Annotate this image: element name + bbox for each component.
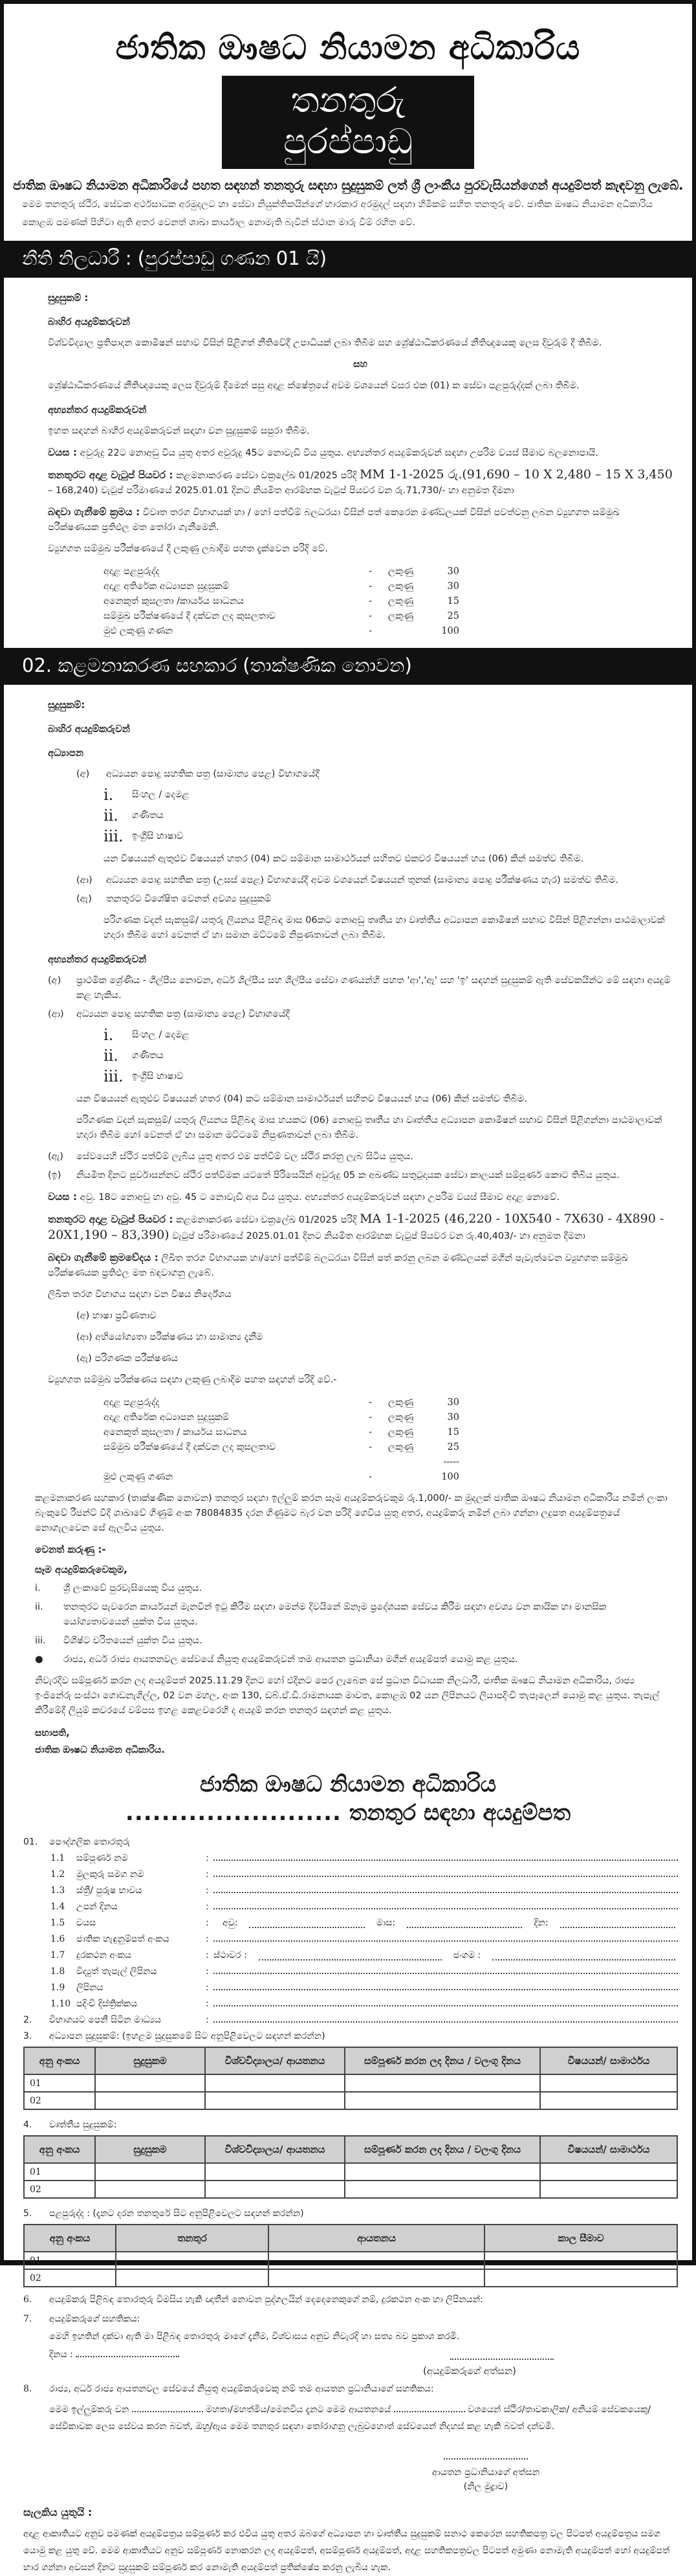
table-row: 02 (24, 2181, 677, 2198)
other-list (35, 1581, 673, 1667)
application-form (4, 1826, 692, 2576)
signoff: සභාපති, ජාතික ඖෂධ නියාමන අධිකාරිය. (35, 1728, 165, 1755)
marks-row: සම්මුඛ පරීක්ෂණයේ දී දක්වන ලද කුසලතාව - ලකුණු 25 (103, 611, 459, 621)
list-item: (අ) අධ්‍යයන පොදු සහතික පත්‍ර (සාමාන්‍ය පෙළ) විභාගයේදී (76, 769, 320, 779)
computer-note: පරිගණක වදන් සැකසුම්/ යතුරු ලියනය පිළිබඳ මාස හයකට (06) නොඅඩු තෘතීය හා වෘත්තීය අධ්‍යාපන කොමිෂන් සභාව විසින් පිළිගන්නා පාඨමාලාවක් හදාරා තිබීම හෝ වෙනත් ඒ හා සමාන මට්ටමේ නිපුණතාවන් ලබා තිබීම. (76, 1115, 662, 1140)
field-address[interactable]: 1.9 ලිපිනය : (23, 1977, 678, 1993)
age-requirement: වයස : අවු. 18ට නොඅඩු හා අවු. 45 ට නොවැඩි අය විය යුතුය. අභ්‍යන්තර අයදුම්කරුවන් සඳහා උපරිම වයස් සීමාව අදාළ නොවේ. (48, 1191, 560, 1203)
marks-table: අදාළ පළපුරුද්ද - ලකුණු 30 අදාළ අතිරේක අධ්‍යාපන සුදුසුකම් - ලකුණු 30 අනෙකුත් කුසලතා / කාර්යය සාධනය - ලකුණු 15 සම්මුඛ පරීක්ෂණයේ දී දක්වන ලද කුසලතාව - ලකුණු 25 ----- මුළු ලකුණු ගණන - 100 (103, 1395, 466, 1485)
field-name-initials[interactable]: 1.2 මුලකුරු සමග නම : (23, 1863, 678, 1880)
note-label: සැලකිය යුතුයි : (23, 2506, 92, 2518)
head-signature-block: ආයතන ප්‍රධානියාගේ අත්සන (නිල මුද්‍රාව) (411, 2452, 560, 2492)
org-name: ජාතික ඖෂධ නියාමන අධිකාරිය (115, 28, 581, 67)
field-exam-medium[interactable]: 2. විභාගයට පෙනී සිටින මාධ්‍යය : (23, 2009, 678, 2025)
table-row: 02 (24, 2269, 677, 2287)
ol-note: යන විෂයයන් ඇතුළුව විෂයයන් හතර (04) කට සම්මාන සාමාර්ථයන් සහිතව එකවර විෂයයන් හය (06) කින් සමත්ව තිබීම. (103, 854, 584, 864)
marks-total-row: මුළු ලකුණු ගණන - 100 (103, 1472, 459, 1482)
marks-row: අදාළ අතිරේක අධ්‍යාපන සුදුසුකම් - ලකුණු 30 (103, 581, 459, 592)
list-item: (ඇ) පරිගණක පරීක්ෂණය (76, 1353, 178, 1364)
table-row: 02 (24, 2092, 677, 2109)
marks-row: සම්මුඛ පරීක්ෂණයේ දී දක්වන ලද කුසලතාව - ලකුණු 25 (103, 1442, 459, 1452)
section-legal-officer-title: නීති නිලධාරී : (පුරප්පාඩු ගණන 01 යි) (4, 241, 692, 278)
marks-row: අදාළ අතිරේක අධ්‍යාපන සුදුසුකම් - ලකුණු 30 (103, 1412, 459, 1423)
table-row: 01 (24, 2252, 677, 2269)
list-item: i. ශ්‍රී ලංකාවේ පුරවැසියෙකු විය යුතුය. (35, 1583, 202, 1593)
form-header (4, 1771, 692, 1826)
intro-text: මෙම තනතුරු ස්ථිර, සේවක අර්ථසාධක අරමුදලට හා සේවා නියුක්තිකයින්ගේ භාරකාර අරමුදල් සඳහා හිමිකම් සහිත තනතුරු වේ. ජාතික ඖෂධ නියාමන අධිකාරිය කොළඹ පමණක් පිහිටා ඇති අතර වෙනත් ශාඛා කාර්යාල නොමැති බැවින් ස්ථාන මාරු වීම් රහිත වේ. (22, 199, 653, 228)
list-item: ii. ගණිතය (103, 806, 164, 825)
recruitment-method: බඳවා ගැනීමේ ක්‍රමවේදය : ලිඛිත තරග විභාගයක හා/හෝ පත්වීම් බලධරයා විසින් පත් කරනු ලබන මණ්ඩලයක් මගින් පැවැත්වෙන ව්‍යුහගත සම්මුඛ පරීක්ෂණයක ප්‍රතිඵල මත බඳවාගනු ලැබේ. (48, 1252, 628, 1278)
external-text: විශ්වවිද්‍යාල ප්‍රතිපාදන කොමිෂන් සභාව විසින් පිළිගත් නීතිවේදී උපාධියක් ලබා තිබීම සහ ශ්‍රේෂ්ඨාධිකරණයේ නීතිඥයෙකු ලෙස දිවුරුම් දී තිබීම. (48, 338, 602, 348)
list-item: (ඇ) තනතුරට විශේෂිත වෙනත් අවශ්‍ය සුදුසුකම් (76, 894, 272, 904)
declaration-text: මෙහි ඉහතින් දක්වා ඇති මා පිළිබඳ තොරතුරු මාගේ දැනීම, විශ්වාසය අනුව නිවැරදි හා සත්‍ය බව ප්‍රකාශ කරමි. (49, 2331, 460, 2342)
field-age[interactable]: 1.5 වයස : අවු: මාස: දින: (23, 1912, 678, 1928)
declaration-sign-row (49, 2349, 554, 2360)
form-title: ........................ තනතුර සඳහා අයදුම්පත (125, 1800, 571, 1826)
external-applicants-label: බාහිර අයදුම්කරුවන් (48, 723, 130, 735)
education-table: අනු අංකය සුදුසුකම විශ්වවිද්‍යාලය/ ආයතනය සම්පූර්ණ කරන ලද දිනය / වලංගු දිනය විෂයයන්/ සාමාර්ථය 01 02 (23, 2047, 678, 2110)
education-heading: 3. අධ්‍යාපන සුදුසුකම්: (ඉහළම සුදුසුකමේ සිට අනුපිළිවෙලට සඳහන් කරන්න) (23, 2031, 325, 2041)
education-label: අධ්‍යාපන (48, 747, 84, 759)
list-item: (අ) ප්‍රාථමික ශ්‍රේණිය - ශිල්පීය නොවන, අර්ධ ශිල්පීය සහ ශිල්පීය සේවා ගණයන්හි පහත 'ආ','ඇ' සහ 'ඉ' සඳහන් සුදුසුකම් ඇති සේවකයින්ට මේ සඳහා අයදුම් කළ හැකිය. (48, 975, 671, 1001)
professional-heading: 4. වෘත්තීය සුදුසුකම්: (23, 2120, 117, 2130)
section-legal-officer (4, 278, 692, 643)
salary-scale: තනතුරට අදාළ වැටුප් පියවර : කළමනාකරණ සේවා චක්‍රලේඛ 01/2025 පරිදි MM 1-1-2025 රු.(91,690 – 10 X 2,480 – 15 X 3,450 – 168,240) වැටුප් පරිමාණයේ 2025.01.01 දිනට නියමිත ආරම්භක වැටුප් පියවර වන රු.71,730/- හා අනුමත දීමනා (48, 467, 673, 496)
marks-table (103, 564, 466, 639)
field-email[interactable]: 1.8 විද්‍යුත් තැපැල් ලිපිනය : (23, 1960, 678, 1977)
submission-text: නිවැරදිව සම්පූර්ණ කරන ලද අයදුම්පත් 2025.11.29 දිනට හෝ එදිනට පෙර ලැබෙන සේ ප්‍රධාන විධායක නිලධාරී, ජාතික ඖෂධ නියාමන අධිකාරිය, රාජ්‍ය ඉංජිනේරු සංස්ථා ගොඩනැගිල්ල, 02 වන මහල, අංක 130, ඩබ්.ඒ.ඩී.රාමනායක මාවත, කොළඹ 02 යන ලිපිනයට ලියාපදිංචි තැපෑලෙන් යොමු කළ යුතුය. තැපැල් කිරීමේදී ලියුම් කවරයේ වම්පස ඉහළ කෙළවරෙහි ද අයදුම් කරන තනතුර සඳහන් කළ යුතුය. (35, 1676, 660, 1716)
computer-note: පරිගණක වදන් සැකසුම්/ යතුරු ලියනය පිළිබඳ මාස 06කට නොඅඩු තෘතීය හා වෘත්තීය අධ්‍යාපන කොමිෂන් සභාව විසින් පිළිගන්නා පාඨමාලාවක් හදාරා තිබීම හෝ වෙනත් ඒ හා සමාන මට්ටමේ නිපුණතාවන් ලබා තිබීම. (103, 915, 665, 940)
applicant-signature-line[interactable] (450, 2349, 554, 2360)
list-item: iii. ඉංග්‍රීසි භාෂාව (103, 827, 184, 845)
field-full-name[interactable]: 1.1 සම්පූර්ණ නම : (23, 1847, 678, 1863)
internal-applicants-label: අභ්‍යන්තර අයදුම්කරුවන් (48, 404, 147, 416)
list-item: iii. විශිෂ්ට චරිතයෙන් යුක්ත විය යුතුය. (35, 1636, 202, 1646)
list-item: (ආ) අධ්‍යයන පොදු සහතික පත්‍ර (උසස් පෙළ) විභාගයේදී අවම වශයෙන් විෂයයන් තුනක් (සාමාන්‍ය පොදු පරීක්ෂණය හැර) සමත්ව තිබීම. (76, 875, 619, 885)
note-text: අදාළ ආකෘතියට අනුව පමණක් අයදුම්පත්‍රය සම්පූර්ණ කර එවිය යුතු අතර ඔබගේ අධ්‍යාපන හා වෘත්තීය සුදුසුකම් සනාථ කෙරෙන සහතිකපත්‍ර වල පිටපත් අයදුම්පත්‍රය සමග යොමු කළ යුතු වේ. මෙම ආකෘතියට අනුව සම්පූර්ණ නොකරන ලද අයදුම්පත්, අසම්පූර්ණ අයදුම්පත්, අදාළ සහතිකපත්‍රවල පිටපත් අමුණා නොමැති අයදුම්පත් හෝ අයදුම්පත් භාර ගන්නා අවසන් දිනට සුදුසුකම් සම්පූර්ණ කර නොමැති අයදුම්පත් ප්‍රතික්ෂේප කරනු ලැබිය හැක. (23, 2529, 670, 2573)
every-applicant-label: සෑම අයදුම්කරුවෙකුම, (35, 1564, 127, 1575)
list-item: i. සිංහල / දෙමළ (103, 1026, 190, 1044)
field-phone[interactable]: 1.7 දුරකථන අංකය : ස්ථාවර : ජංගම : (23, 1944, 678, 1960)
list-item: i. සිංහල / දෙමළ (103, 786, 190, 804)
ol-note: යන විෂයයන් ඇතුළුව විෂයයන් හතර (04) කට සම්මාන සාමාර්ථයන් සහිතව විෂයයන් හය (06) කින් සමත්ව තිබීම. (76, 1094, 527, 1104)
list-item: (ආ) අභියෝග්‍යතා පරීක්ෂණය හා සාමාන්‍ය දැනීම (76, 1332, 263, 1342)
internal-text: ඉහත සඳහන් බාහිර අයදුම්කරුවන් සඳහා වන සුදුසුකම් සපුරා තිබීම. (48, 426, 310, 436)
notice-header (4, 4, 692, 193)
field-nic[interactable]: 1.6 ජාතික හැඳුනුම්පත් අංකය : (23, 1928, 678, 1944)
marks-row: අනෙකුත් කුසලතා /කාර්යය සාධනය - ලකුණු 15 (103, 596, 459, 606)
and-label: සහ (353, 359, 367, 370)
qualifications-label: සුදුසුකම්: (48, 699, 85, 711)
head-certificate-question: 8. රාජ්‍ය, අර්ධ රාජ්‍ය ආයතනවල සේවයේ නියුතු අයදුම්කරුවෙකු නම් තම ආයතන ප්‍රධානියාගේ සහතිකය: (23, 2384, 434, 2394)
experience-heading: 5. පළපුරුද්ද : (දැනට දරන තනතුරේ සිට අනුපිළිවෙලට සඳහන් කරන්න) (23, 2208, 304, 2219)
section-management-assistant-title: 02. කළමනාකරණ සහකාර (තාක්ෂණික නොවන) (4, 648, 692, 685)
applicant-signature-label: (අයදුම්කරුගේ අත්සන) (423, 2365, 516, 2377)
internal-applicants-label: අභ්‍යන්තර අයදුම්කරුවන් (48, 953, 147, 965)
marks-row: අනෙකුත් කුසලතා / කාර්යය සාධනය - ලකුණු 15 (103, 1427, 459, 1438)
date-field[interactable]: දිනය : (49, 2349, 179, 2360)
syllabus-list (76, 1309, 673, 1366)
referees-question: 6. අයදුම්කරු පිළිබඳ තොරතුරු විමසිය හැකි ඥාතීන් නොවන පුද්ගලයින් දෙදෙනෙකුගේ නම්, දුරකථන අංක හා ලිපිනයන්: (23, 2294, 483, 2305)
syllabus-intro: ලිඛිත තරග විභාගය සඳහා වන විෂය නිර්දේශය (48, 1289, 232, 1300)
age-requirement: වයස : අවුරුදු 22ට නොඅඩු විය යුතු අතර අවුරුදු 45ට නොවැඩි විය යුතුය. අභ්‍යන්තර අයදුම්කරුවන් සඳහා උපරිම වයස් සීමාව බලනොපායි. (48, 447, 598, 458)
marks-row: අදාළ පළපුරුද්ද - ලකුණු 30 (103, 1397, 459, 1408)
list-item: iii. ඉංග්‍රීසි භාෂාව (103, 1067, 184, 1085)
professional-table: අනු අංකය සුදුසුකම විශ්වවිද්‍යාලය/ ආයතනය සම්පූර්ණ කරන ලද දිනය / වලංගු දිනය විෂයයන්/ සාමාර්ථය 01 02 (23, 2135, 678, 2199)
experience-table: අනු අංකය තනතුර ආයතනය කාල සීමාව 01 02 (23, 2224, 678, 2287)
table-row: 01 (24, 2163, 677, 2181)
subject-list (103, 1026, 673, 1085)
lead-text: ජාතික ඖෂධ නියාමන අධිකාරියේ පහත සඳහන් තනතුරු සඳහා සුදුසුකම් ලත් ශ්‍රී ලාංකීය පුරවැසියන්ගෙන් අයදුම්පත් කැඳවනු ලැබේ. (12, 178, 684, 193)
subject-list (103, 786, 673, 845)
salary-scale: තනතුරට අදාළ වැටුප් පියවර : කළමනාකරණ සේවා චක්‍රලේඛ 01/2025 පරිදි MA 1-1-2025 (46,220 - 10X540 - 7X630 - 4X890 - 20X1,190 – 83,390) වැටුප් පරිමාණයේ 2025.01.01 දිනට නියමිත ආරම්භක වැටුප් පියවර වන රු.40,403/- හා අනුමත දීමනා (48, 1212, 664, 1242)
external-text-2: ශ්‍රේෂ්ඨාධිකරණයේ නීතිඥයෙකු ලෙස දිවුරුම් දීමෙන් පසු අදාළ ක්ෂේත්‍රයේ අවම වශයෙන් වසර එක (01) ක සේවා පළපුරුද්දක් ලබා තිබීම. (48, 381, 580, 391)
field-dob[interactable]: 1.4 උපන් දිනය : (23, 1896, 678, 1912)
personal-info-heading: 01. පෞද්ගලික තොරතුරු (23, 1837, 131, 1847)
recruitment-method: බඳවා ගැනීමේ ක්‍රමය : විවෘත තරග විභාගයක් හා / හෝ පත්වීම් බලධරයා විසින් පත් කෙරෙන මණ්ඩලයක් විසින් පවත්වනු ලබන ව්‍යුහගත සම්මුඛ පරීක්ෂණයක ප්‍රතිඵල මත තෝරා ගැනීමෙනි. (48, 506, 620, 533)
qualifications-label: සුදුසුකම් : (48, 292, 89, 304)
list-item: ii. තනතුරට පැවරෙන කාර්යයන් මැනවින් ඉටු කිරීම සඳහා මෙන්ම දිවයිනේ ඕනෑම ප්‍රදේශයක සේවය කිරීම සඳහා අවශ්‍ය වන කායික හා මානසික යෝග්‍යතාවයෙන් යුක්ත විය යුතුය. (35, 1602, 607, 1627)
form-org-name: ජාතික ඖෂධ නියාමන අධිකාරිය (199, 1771, 497, 1797)
marks-intro: ව්‍යුහගත සම්මුඛ පරීක්ෂණයේ දී ලකුණු ලබාදීම පහත දැක්වෙන පරිදි වේ. (48, 544, 328, 554)
marks-intro: ව්‍යුහගත සම්මුඛ පරීක්ෂණය සඳහා ලකුණු ලබාදීම පහත සඳහන් පරිදි වේ.- (48, 1375, 337, 1385)
field-district[interactable]: 1.10 පදිංචි දිස්ත්‍රික්කය : (23, 1993, 678, 2009)
external-applicants-label: බාහිර අයදුම්කරුවන් (48, 316, 130, 328)
marks-total-row: මුළු ලකුණු ගණන - 100 (103, 626, 459, 636)
list-item: (අ) භාෂා ප්‍රවීණතාව (76, 1311, 157, 1321)
list-item: (ඇ) සේවයෙහි ස්ථිර පත්වීම් ලැබිය යුතු අතර එම පත්වීම් වල ස්ථිර කරනු ලැබ සිටිය යුතුය. (48, 1151, 413, 1162)
head-certificate-text: මෙම ඉල්ලුම්කරු වන මහතා/මහත්මිය/මෙනවිය දැනට මෙම ආයතනයේ වශයෙන් ස්ථිර/තාවකාලික/ අනියම් සේවකයෙකු/සේවිකාවක ලෙස සේවය කරන බවත්, ඔහු/ඇය මෙම තනතුර සඳහා තෝරාගනු ලැබුවහොත් සේවයෙන් නිදහස් කළ හැකි බවත් දන්වමි. (49, 2404, 651, 2432)
section-management-assistant (4, 685, 692, 1762)
table-row: 01 (24, 2074, 677, 2092)
list-item: ● රාජ්‍ය, අර්ධ රාජ්‍ය ආයතනවල සේවයේ නියුතු අයදුම්කරුවන් තම ආයතන ප්‍රධානියා මගින් අයදුම්පත් යොමු කළ යුතුය. (35, 1654, 518, 1665)
declaration-question: 7. අයදුම්කරුගේ සහතිකය: (23, 2314, 140, 2324)
list-item: (ඉ) නියමිත දිනට පූර්වාසන්නව ස්ථිර පත්වීමක යටතේ පිරිසෙයින් අවුරුදු 05 ක අඛණ්ඩ සතුටුදායක සේවා කාලයක් සම්පූර්ණ කොට තිබිය යුතුය. (48, 1170, 620, 1181)
vacancies-banner: තනතුරු පුරප්පාඩු (222, 76, 474, 169)
field-gender[interactable]: 1.3 ස්ත්‍රී/ පුරුෂ භාවය : (23, 1880, 678, 1896)
list-item: ii. ගණිතය (103, 1047, 164, 1065)
other-matters-label: වෙනත් කරුණු :- (35, 1544, 106, 1555)
fee-text: කළමනාකරණ සහකාර (තාක්ෂණික නොවන) තනතුර සඳහා ඉල්ලුම් කරන සෑම අයදුම්කරුවකුම රු.1,000/- ක මුදලක් ජාතික ඖෂධ නියාමන අධිකාරිය නමින් ලංකා බැංකුවේ රීජන්ට් වීදි ශාඛාවේ ගිණුම් අංක 78084835 දරන ගිණුමට බැර වන පරිදි ගෙවිය යුතු අතර, අයදුම්කරු නමින් ලබා ගන්නා ලදුපත අයදුම්පත්‍රයේ නොගැලවෙන සේ ඇලවිය යුතුය. (35, 1493, 668, 1533)
marks-row: අදාළ පළපුරුද්ද - ලකුණු 30 (103, 566, 459, 577)
list-item: (ආ) අධ්‍යයන පොදු සහතික පත්‍ර (සාමාන්‍ය පෙළ) විභාගයේදී (48, 1009, 290, 1019)
external-education-list (76, 767, 673, 782)
